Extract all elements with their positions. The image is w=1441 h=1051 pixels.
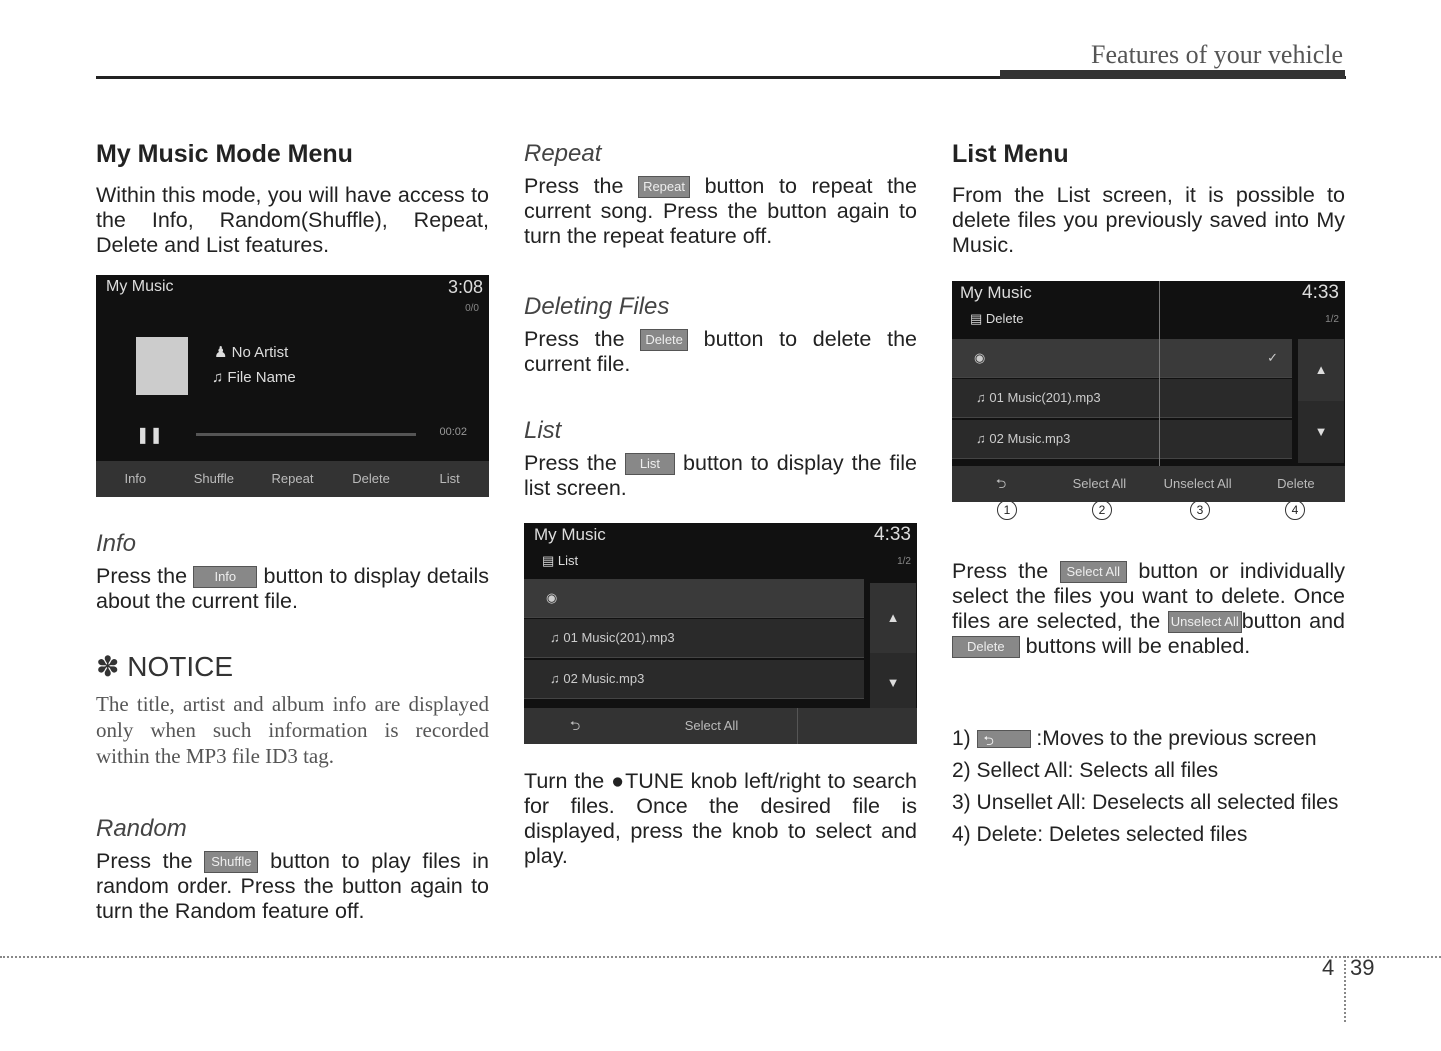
list-screen bbox=[524, 523, 917, 744]
list-row-folder[interactable]: ◉ ✓ bbox=[952, 339, 1292, 378]
scroll-up-icon[interactable]: ▲ bbox=[1298, 339, 1344, 401]
tune-section bbox=[524, 769, 917, 869]
column-2 bbox=[524, 140, 917, 501]
marker-2: 2 bbox=[1092, 500, 1112, 520]
softkey-info[interactable]: Info bbox=[124, 471, 147, 486]
page-number: 39 bbox=[1350, 955, 1375, 980]
random-heading: Random bbox=[96, 815, 187, 842]
now-playing-screen bbox=[96, 275, 489, 497]
step-item: 4) Delete: Deletes selected files bbox=[952, 823, 1248, 846]
softkey-bar bbox=[524, 708, 917, 744]
list-row[interactable]: ♫ 02 Music.mp3 bbox=[524, 660, 864, 699]
delete-screen bbox=[952, 281, 1345, 502]
back-button-icon: ⮌ bbox=[977, 730, 1031, 748]
select-text: Press the Select All button or individually select the files you want to delete. Once files are selected, the Unselect All button and Delete buttons will be enabled. bbox=[952, 559, 1346, 658]
track-count: 0/0 bbox=[465, 303, 479, 314]
info-button-image: Info bbox=[193, 566, 257, 588]
album-art-icon bbox=[136, 337, 188, 395]
steps-section bbox=[952, 726, 1345, 854]
screen-title: My Music bbox=[106, 278, 174, 295]
repeat-button-image: Repeat bbox=[638, 176, 690, 198]
list-heading: List bbox=[524, 417, 562, 444]
softkey-select-all[interactable]: Select All bbox=[1072, 476, 1127, 491]
delete-button-image: Delete bbox=[952, 636, 1020, 658]
delete-heading: Deleting Files bbox=[524, 293, 670, 320]
softkey-repeat[interactable]: Repeat bbox=[271, 471, 314, 486]
softkey-shuffle[interactable]: Shuffle bbox=[193, 471, 235, 486]
artist-name: ♟ No Artist bbox=[214, 344, 289, 361]
list-text: Press the List button to display the file list screen. bbox=[524, 451, 917, 500]
screen-time: 4:33 bbox=[1302, 282, 1339, 303]
running-header: Features of your vehicle bbox=[1091, 40, 1343, 69]
elapsed-time: 00:02 bbox=[439, 426, 467, 438]
notice-section bbox=[96, 650, 489, 769]
step-item: 3) Unsellet All: Deselects all selected files bbox=[952, 791, 1339, 814]
list-row[interactable]: ♫ 01 Music(201).mp3 bbox=[952, 379, 1292, 418]
screen-time: 4:33 bbox=[874, 524, 911, 545]
softkey-unselect-all[interactable]: Unselect All bbox=[1163, 476, 1232, 491]
notice-text: The title, artist and album info are displayed only when such information is recorded within the MP3 file ID3 tag. bbox=[96, 692, 489, 768]
section-title: List Menu bbox=[952, 140, 1069, 168]
random-text: Press the Shuffle button to play files in random order. Press the button again to turn the Random feature off. bbox=[96, 849, 489, 923]
delete-sub-title: ▤ Delete bbox=[970, 311, 1024, 326]
softkey-delete[interactable]: Delete bbox=[352, 471, 390, 486]
column-1 bbox=[96, 140, 489, 258]
column-3 bbox=[952, 140, 1345, 258]
softkey-bar bbox=[96, 461, 489, 497]
screen-title: My Music bbox=[960, 283, 1032, 302]
footer-divider bbox=[1344, 956, 1346, 1022]
info-heading: Info bbox=[96, 530, 137, 557]
softkey-empty bbox=[797, 708, 917, 744]
info-text: Press the Info button to display details about the current file. bbox=[96, 564, 489, 613]
pause-icon[interactable]: ❚❚ bbox=[136, 427, 163, 444]
marker-1: 1 bbox=[997, 500, 1017, 520]
steps-list bbox=[952, 726, 1345, 848]
select-section bbox=[952, 559, 1345, 659]
info-section bbox=[96, 530, 489, 614]
screen-time: 3:08 bbox=[447, 277, 483, 297]
delete-text: Press the Delete button to delete the current file. bbox=[524, 327, 917, 376]
step-item: 2) Sellect All: Selects all files bbox=[952, 759, 1219, 782]
header-bar bbox=[1000, 70, 1345, 79]
screen-title: My Music bbox=[534, 525, 606, 544]
footer-rule bbox=[0, 956, 1441, 958]
section-title: My Music Mode Menu bbox=[96, 140, 353, 168]
tune-text: Turn the ●TUNE knob left/right to search for files. Once the desired file is displayed, press the knob to select and play. bbox=[524, 769, 917, 868]
file-name: ♫ File Name bbox=[212, 369, 296, 386]
page-indicator: 1/2 bbox=[897, 556, 911, 567]
random-section bbox=[96, 815, 489, 924]
softkey-select-all[interactable]: Select All bbox=[684, 718, 739, 733]
page-indicator: 1/2 bbox=[1325, 314, 1339, 325]
softkey-delete[interactable]: Delete bbox=[1277, 476, 1315, 491]
scroll-down-icon[interactable]: ▼ bbox=[870, 653, 916, 713]
back-icon[interactable]: ⮌ bbox=[569, 718, 581, 733]
scroll-up-icon[interactable]: ▲ bbox=[870, 583, 916, 653]
list-intro: From the List screen, it is possible to delete files you previously saved into My Music. bbox=[952, 183, 1345, 257]
back-icon[interactable]: ⮌ bbox=[995, 476, 1007, 491]
intro-text: Within this mode, you will have access to the Info, Random(Shuffle), Repeat, Delete and List features. bbox=[96, 183, 489, 257]
list-row-folder[interactable]: ◉ bbox=[524, 579, 864, 618]
repeat-heading: Repeat bbox=[524, 140, 602, 167]
repeat-text: Press the Repeat button to repeat the current song. Press the button again to turn the repeat feature off. bbox=[524, 174, 917, 248]
list-button-image: List bbox=[625, 453, 675, 475]
softkey-list[interactable]: List bbox=[439, 471, 460, 486]
list-row[interactable]: ♫ 01 Music(201).mp3 bbox=[524, 619, 864, 658]
step-item: 1) ⮌ :Moves to the previous screen bbox=[952, 727, 1317, 750]
list-sub-title: ▤ List bbox=[542, 553, 579, 568]
softkey-bar bbox=[952, 466, 1345, 502]
marker-4: 4 bbox=[1285, 500, 1305, 520]
notice-heading: ✽ NOTICE bbox=[96, 651, 234, 682]
select-all-button-image: Select All bbox=[1060, 561, 1127, 583]
shuffle-button-image: Shuffle bbox=[204, 851, 258, 873]
scroll-down-icon[interactable]: ▼ bbox=[1298, 401, 1344, 463]
list-row[interactable]: ♫ 02 Music.mp3 bbox=[952, 420, 1292, 459]
marker-3: 3 bbox=[1190, 500, 1210, 520]
progress-bar[interactable] bbox=[196, 433, 416, 436]
delete-button-image: Delete bbox=[640, 329, 688, 351]
unselect-all-button-image: Unselect All bbox=[1168, 611, 1242, 633]
section-number: 4 bbox=[1322, 955, 1335, 980]
